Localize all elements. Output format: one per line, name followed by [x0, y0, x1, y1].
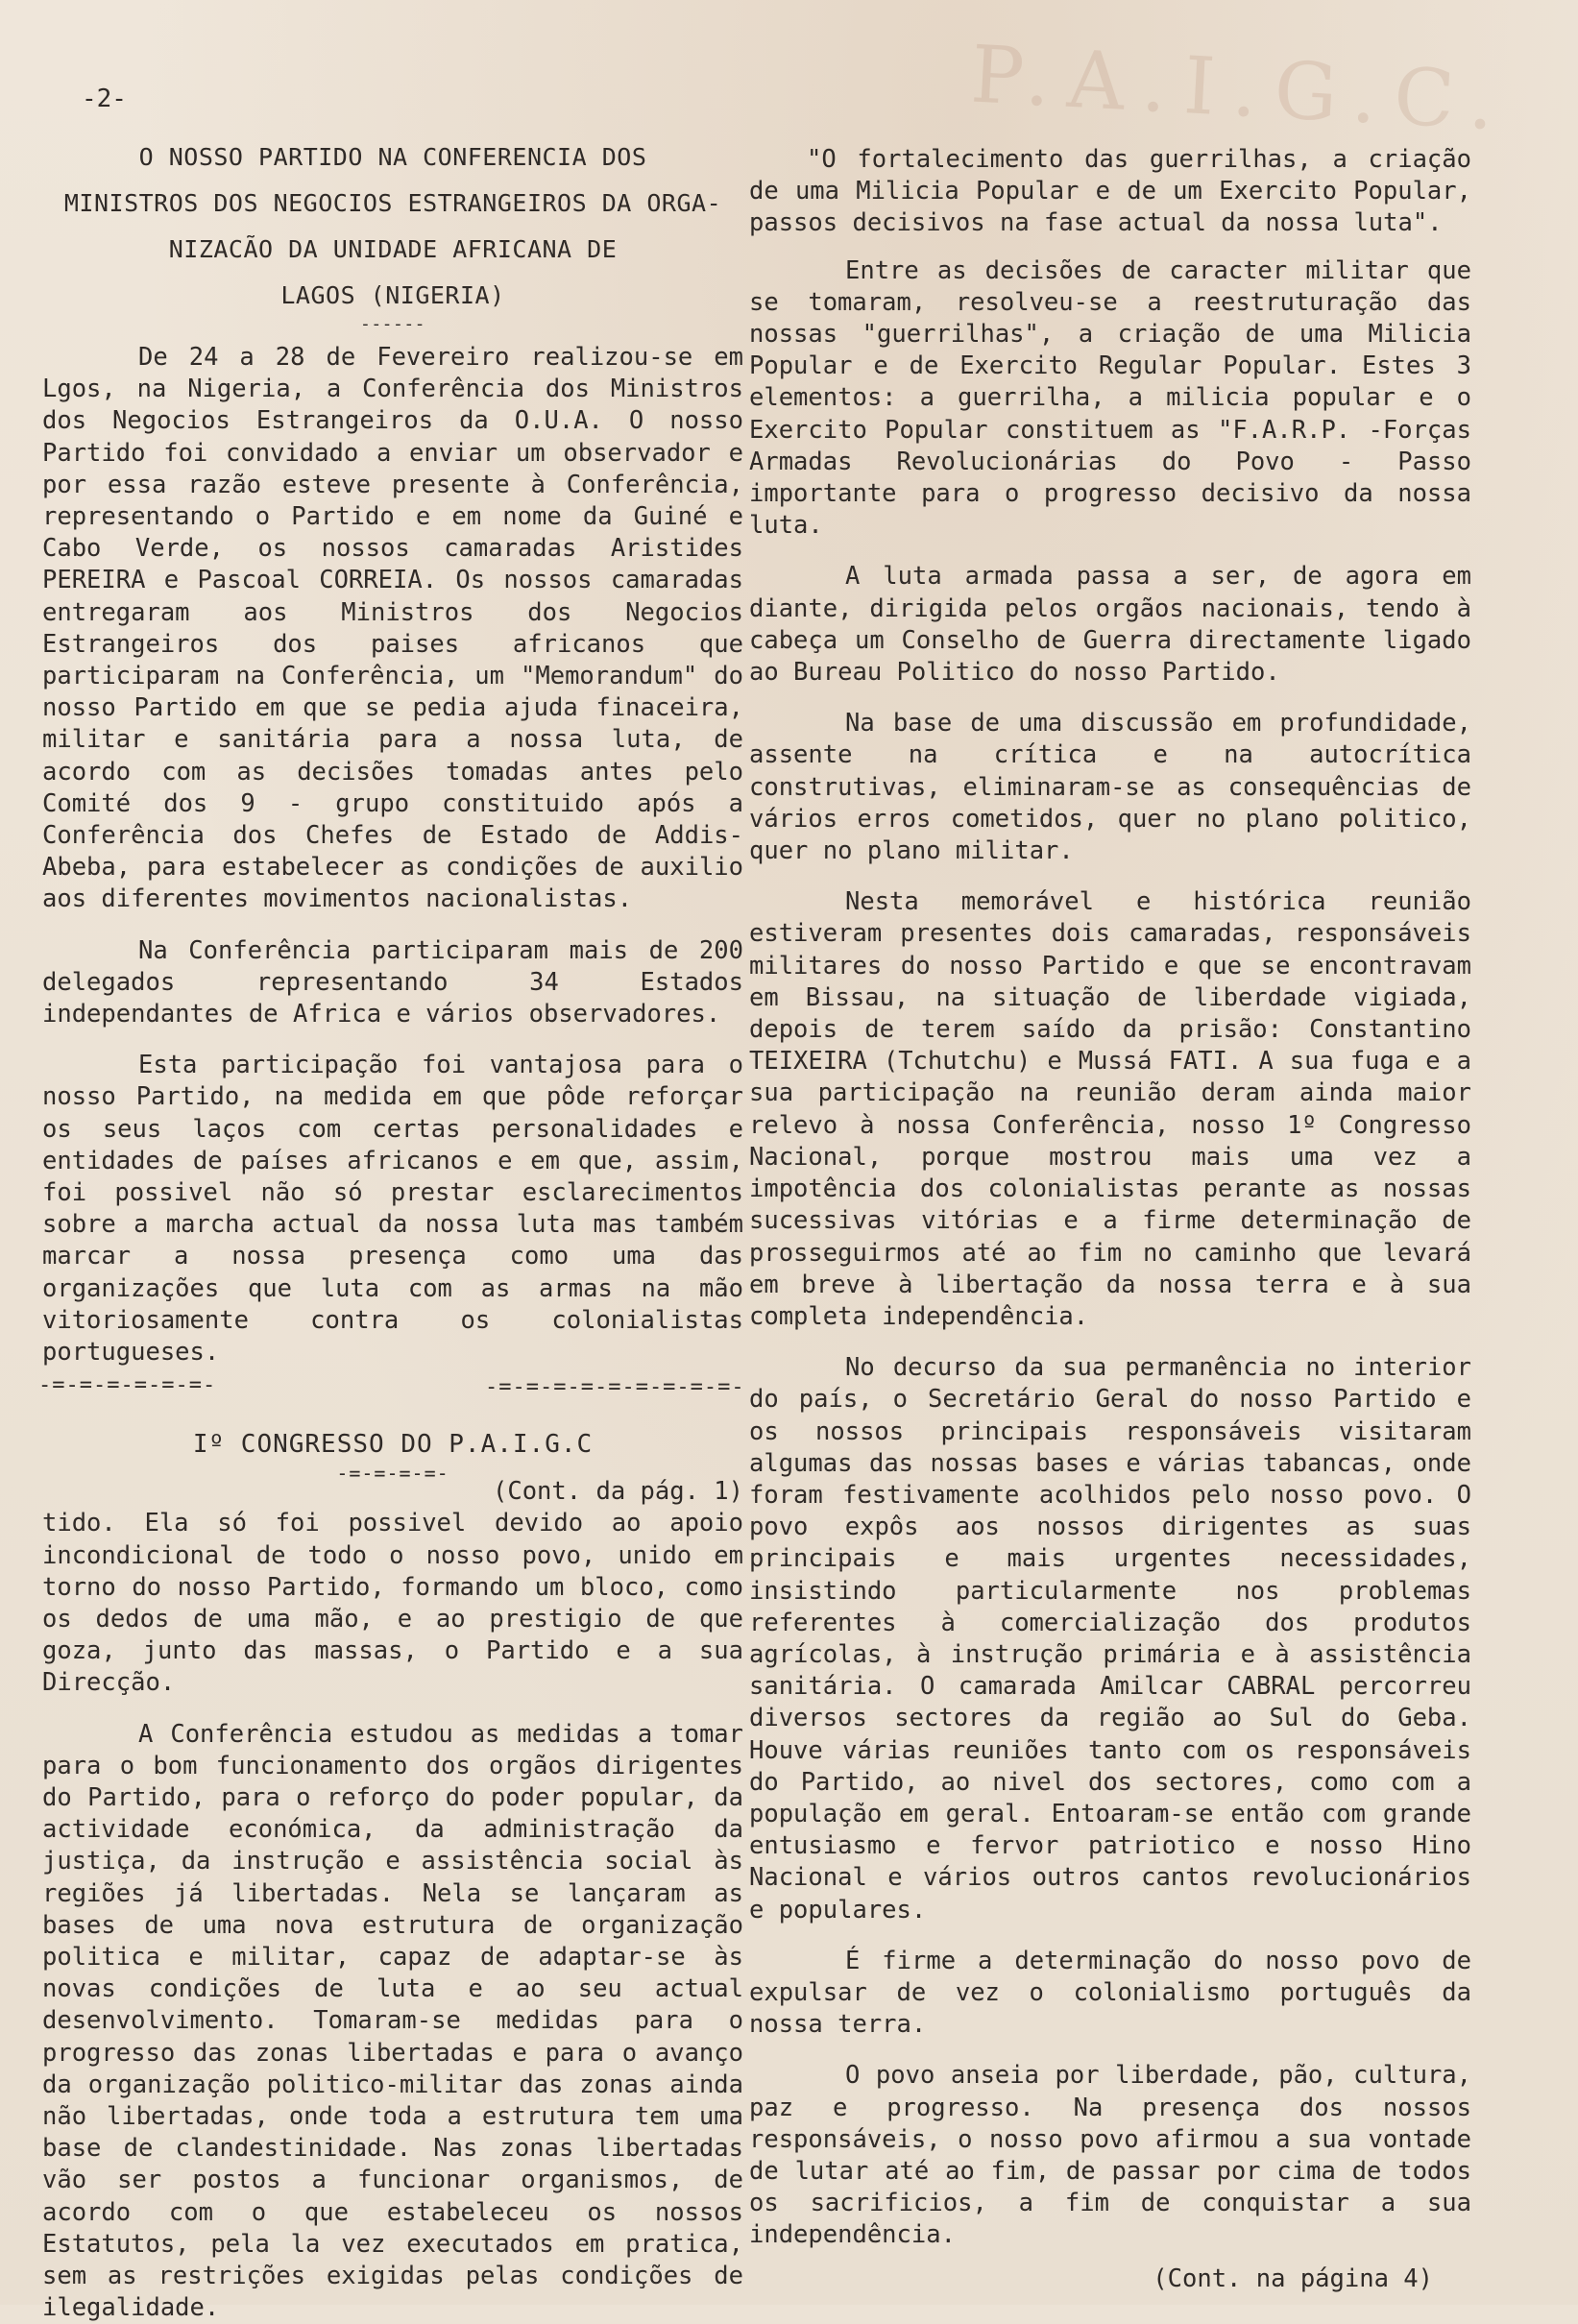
right-column — [749, 144, 1471, 2295]
article-title-line: LAGOS (NIGERIA) — [280, 281, 505, 309]
paragraph: Nesta memorável e histórica reunião estiveram presentes dois camaradas, responsáveis militares do nosso Partido e que se encontravam em Bissau, na situação de liberdade vigiada, depois de terem saído da prisão: Constantino TEIXEIRA (Tchutchu) e Mussá FATI. A sua fuga e a sua participação na reunião deram ainda maior relevo à nossa Conferência, nosso 1º Congresso Nacional, porque mostrou mais uma vez a impotência dos colonialistas perante as nossas sucessivas vitórias e a firme determinação de prosseguirmos até ao fim no caminho que levará em breve à libertação da nossa terra e à sua completa independência. — [749, 887, 1471, 1331]
article-title-line: O NOSSO PARTIDO NA CONFERENCIA DOS — [138, 143, 647, 171]
paragraph: Entre as decisões de caracter militar que se tomaram, resolveu-se a reestruturação das nossas "guerrilhas", a criação de uma Milicia Popular e de Exercito Regular Popular. Estes 3 elementos: a guerrilha, a milicia popular e o Exercito Popular constituem as "F.A.R.P. -Forças Armadas Revolucionárias do Povo - Passo importante para o progresso decisivo da nossa luta. — [749, 255, 1471, 541]
section-title: Iº CONGRESSO DO P.A.I.G.C — [192, 1430, 594, 1459]
left-column-lower — [42, 1429, 743, 2324]
title-rule: ------ — [359, 314, 426, 334]
paragraph: O povo anseia por liberdade, pão, cultura, paz e progresso. Na presença dos nossos responsáveis, o nosso povo afirmou a sua vontade de lutar até ao fim, de passar por cima de todos os sacrificios, a fim de conquistar a sua independência. — [749, 2061, 1471, 2250]
separator-left: -=-=-=-=-=-=- — [38, 1373, 217, 1397]
page-number: -2- — [82, 85, 127, 113]
article-title-line: NIZACÃO DA UNIDADE AFRICANA DE — [168, 235, 618, 263]
paragraph: Na base de uma discussão em profundidade, assente na crítica e na autocrítica construtivas, eliminaram-se as consequências de vários erros cometidos, quer no plano politico, quer no plano militar. — [749, 709, 1471, 866]
separator-right: -=-=-=-=-=-=-=-=-=- — [485, 1375, 745, 1399]
article-title-line: MINISTROS DOS NEGOCIOS ESTRANGEIROS DA ORGA- — [63, 189, 722, 217]
continuation-to: (Cont. na página 4) — [1153, 2263, 1433, 2293]
paragraph: No decurso da sua permanência no interior do país, o Secretário Geral do nosso Partido e os nossos principais responsáveis visitaram algumas das nossas bases e várias tabancas, onde foram festivamente acolhidos pelo nosso povo. O povo expôs aos nossos dirigentes as suas principais e mais urgentes necessidades, insistindo particularmente nos problemas referentes à comercialização dos produtos agrícolas, à instrução primária e à assistência sanitária. O camarada Amilcar CABRAL percorreu diversos sectores da região ao Sul do Geba. Houve várias reuniões tanto com os responsáveis do Partido, ao nivel dos sectores, como com a população em geral. Entoaram-se então com grande entusiasmo e fervor patriotico e nosso Hino Nacional e vários outros cantos revolucionários e populares. — [749, 1353, 1471, 1925]
paragraph: tido. Ela só foi possivel devido ao apoio incondicional de todo o nosso povo, unido em torno do nosso Partido, formando um bloco, como os dedos de uma mão, e ao prestigio de que goza, junto das massas, o Partido e a sua Direcção. — [42, 1509, 743, 1698]
section-title-rule: -=-=-=-=- — [336, 1462, 449, 1486]
paragraph: A luta armada passa a ser, de agora em diante, dirigida pelos orgãos nacionais, tendo à cabeça um Conselho de Guerra directamente ligado ao Bureau Politico do nosso Partido. — [749, 562, 1471, 688]
paragraph: Esta participação foi vantajosa para o nosso Partido, na medida em que pôde reforçar os seus laços com certas personalidades e entidades de países africanos e em que, assim, foi possivel não só prestar esclarecimentos sobre a marcha actual da nossa luta mas também marcar a nossa presença como uma das organizações que luta com as armas na mão vitoriosamente contra os colonialistas portugueses. — [42, 1051, 743, 1368]
paragraph: Na Conferência participaram mais de 200 delegados representando 34 Estados independantes de Africa e vários observadores. — [42, 935, 743, 1029]
continuation-from: (Cont. da pág. 1) — [493, 1477, 743, 1507]
left-column — [42, 134, 743, 1368]
paragraph: É firme a determinação do nosso povo de expulsar de vez o colonialismo português da nossa terra. — [749, 1946, 1471, 2040]
article-title — [42, 134, 743, 334]
paragraph: "O fortalecimento das guerrilhas, a criação de uma Milicia Popular e de um Exercito Popular, passos decisivos na fase actual da nossa luta". — [749, 145, 1471, 238]
paragraph: De 24 a 28 de Fevereiro realizou-se em Lgos, na Nigeria, a Conferência dos Ministros dos Negocios Estrangeiros da O.U.A. O nosso Partido foi convidado a enviar um observador e por essa razão esteve presente à Conferência, representando o Partido e em nome da Guiné e Cabo Verde, os nossos camaradas Aristides PEREIRA e Pascoal CORREIA. Os nossos camaradas entregaram aos Ministros dos Negocios Estrangeiros dos paises africanos que participaram na Conferência, um "Memorandum" do nosso Partido em que se pedia ajuda finaceira, militar e sanitária para a nossa luta, de acordo com as decisões tomadas antes pelo Comité dos 9 - grupo constituido após a Conferência dos Chefes de Estado de Addis-Abeba, para estabelecer as condições de auxilio aos diferentes movimentos nacionalistas. — [42, 343, 743, 914]
paragraph: A Conferência estudou as medidas a tomar para o bom funcionamento dos orgãos dirigentes do Partido, para o reforço do poder popular, da actividade económica, da administração da justiça, da instrução e assistência social às regiões já libertadas. Nela se lançaram as bases de uma nova estrutura de organização politica e militar, capaz de adaptar-se às novas condições de luta e ao seu actual desenvolvimento. Tomaram-se medidas para o progresso das zonas libertadas e para o avanço da organização politico-militar das zonas ainda não libertadas, onde toda a estrutura tem uma base de clandestinidade. Nas zonas libertadas vão ser postos a funcionar organismos, de acordo com o que estabeleceu os nossos Estatutos, pela la vez executados em pratica, sem as restrições exigidas pelas condições de ilegalidade. — [42, 1719, 743, 2323]
stamp-watermark: P.A.I.G.C. — [968, 29, 1514, 149]
